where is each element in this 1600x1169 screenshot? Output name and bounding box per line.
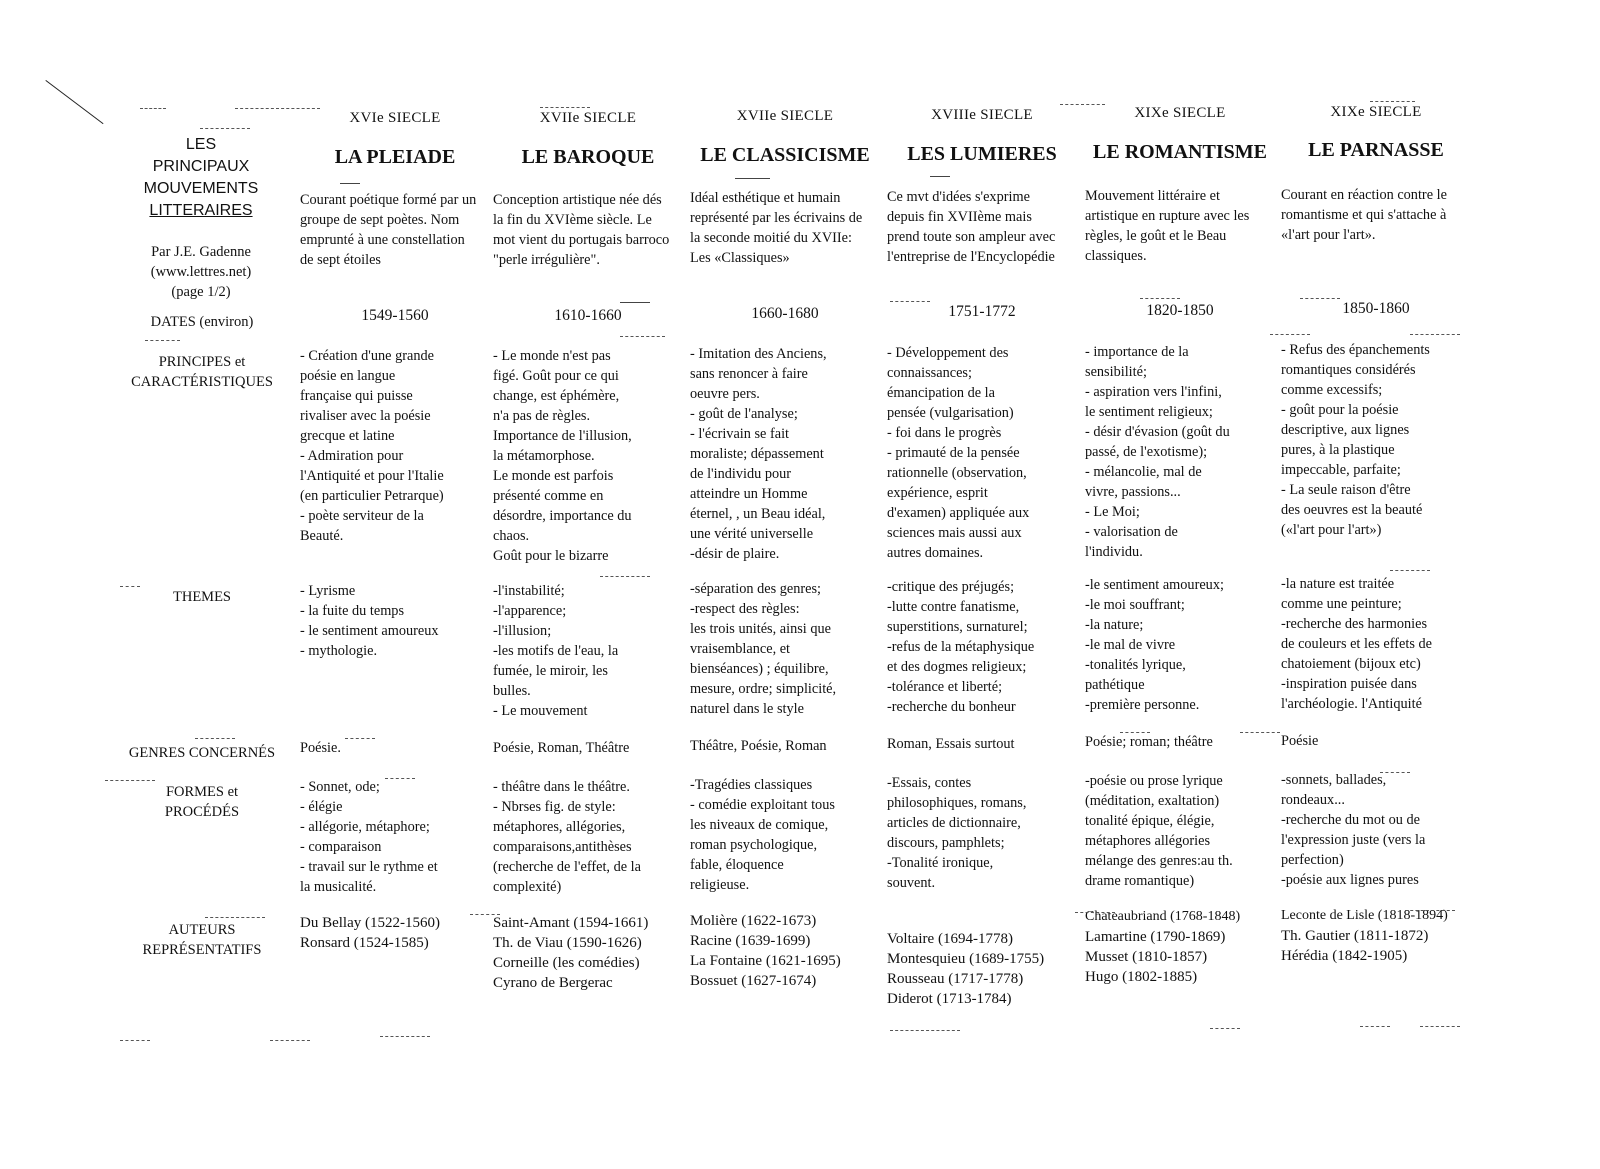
forme-line: - théâtre dans le théâtre. <box>493 779 630 795</box>
principe-line: l'Antiquité et pour l'Italie <box>300 468 444 484</box>
theme-line: -l'apparence; <box>493 603 567 619</box>
forme-line: articles de dictionnaire, <box>887 815 1021 831</box>
principes-cell <box>690 344 827 564</box>
separator-mark <box>235 108 320 109</box>
principe-line: impeccable, parfaite; <box>1281 462 1401 478</box>
formes-cell <box>887 773 1026 893</box>
formes-cell <box>1085 771 1233 891</box>
movement-name: LE CLASSICISME <box>700 144 870 166</box>
theme-line: - la fuite du temps <box>300 603 405 619</box>
principe-line: d'examen) appliquée aux <box>887 505 1030 521</box>
separator-mark <box>1410 334 1460 335</box>
theme-line: -recherche des harmonies <box>1281 616 1428 632</box>
principe-line: Goût pour le bizarre <box>493 548 609 564</box>
principe-line: - Le Moi; <box>1085 504 1140 520</box>
theme-line: de couleurs et les effets de <box>1281 636 1432 652</box>
principe-line: des oeuvres est la beauté <box>1281 502 1423 518</box>
forme-line: mélange des genres:au th. <box>1085 853 1233 869</box>
separator-mark <box>345 738 375 739</box>
movement-description: Conception artistique née dés la fin du XVIème siècle. Le mot vient du portugais barroco "perle irrégulière". <box>493 192 670 268</box>
principe-line: - l'écrivain se fait <box>690 426 790 442</box>
separator-mark <box>1270 334 1310 335</box>
principe-line: descriptive, aux lignes <box>1281 422 1410 438</box>
forme-line: roman psychologique, <box>690 837 818 853</box>
separator-mark <box>1405 910 1455 911</box>
principe-line: l'individu. <box>1085 544 1143 560</box>
pen-stroke <box>45 80 103 124</box>
principe-line: atteindre un Homme <box>690 486 808 502</box>
genres-cell: Poésie. <box>300 740 341 756</box>
forme-line: drame romantique) <box>1085 873 1195 889</box>
genres-cell: Poésie; roman; théâtre <box>1085 734 1213 750</box>
theme-line: -tonalités lyrique, <box>1085 657 1186 673</box>
auteur-line: Th. Gautier (1811-1872) <box>1281 928 1429 944</box>
formes-cell <box>300 777 438 897</box>
movement-dates: 1850-1860 <box>1342 300 1410 317</box>
theme-line: -le sentiment amoureux; <box>1085 577 1224 593</box>
century: XVIIIe SIECLE <box>931 107 1033 123</box>
century: XVIIe SIECLE <box>736 108 834 124</box>
forme-line: (recherche de l'effet, de la <box>493 859 641 875</box>
principe-line: comme excessifs; <box>1281 382 1383 398</box>
auteur-line: Molière (1622-1673) <box>690 913 817 929</box>
separator-mark <box>105 780 155 781</box>
auteur-line: Bossuet (1627-1674) <box>690 973 817 989</box>
row-label-genres: GENRES CONCERNÉS <box>128 745 276 761</box>
principe-line: éternel, , un Beau idéal, <box>690 506 826 522</box>
principes-cell <box>493 346 632 566</box>
separator-mark <box>205 917 265 918</box>
row-label-formes <box>104 782 300 822</box>
separator-mark <box>540 107 590 108</box>
auteur-line: Th. de Viau (1590-1626) <box>493 935 642 951</box>
theme-line: -les motifs de l'eau, la <box>493 643 619 659</box>
auteur-line: Montesquieu (1689-1755) <box>887 951 1045 967</box>
row-label-themes: THEMES <box>173 589 231 605</box>
principe-line: vivre, passions... <box>1085 484 1181 500</box>
theme-line: -critique des préjugés; <box>887 579 1015 595</box>
genres-cell: Poésie, Roman, Théâtre <box>493 740 630 756</box>
separator-mark <box>200 128 250 129</box>
auteur-line: Cyrano de Bergerac <box>493 975 613 991</box>
principe-line: change, est éphémère, <box>493 388 620 404</box>
theme-line: -première personne. <box>1085 697 1200 713</box>
row-label-line: FORMES et <box>165 784 239 800</box>
forme-line: - allégorie, métaphore; <box>300 819 430 835</box>
principe-line: rivaliser avec la poésie <box>300 408 431 424</box>
movement-description: Courant en réaction contre le romantisme et qui s'attache à «l'art pour l'art». <box>1281 187 1447 243</box>
principe-line: - goût pour la poésie <box>1281 402 1399 418</box>
forme-line: fable, éloquence <box>690 857 784 873</box>
principe-line: désordre, importance du <box>493 508 632 524</box>
theme-line: - Lyrisme <box>300 583 356 599</box>
credit-page: (page 1/2) <box>171 284 231 300</box>
forme-line: métaphores, allégories, <box>493 819 626 835</box>
theme-line: -séparation des genres; <box>690 581 822 597</box>
movement-name: LA PLEIADE <box>334 146 456 168</box>
principe-line: Beauté. <box>300 528 344 544</box>
movement-dates: 1820-1850 <box>1146 302 1214 319</box>
movement-name: LE BAROQUE <box>521 146 655 168</box>
principe-line: chaos. <box>493 528 530 544</box>
principe-line: sans renoncer à faire <box>690 366 808 382</box>
principe-line: la métamorphose. <box>493 448 595 464</box>
forme-line: -Tragédies classiques <box>690 777 813 793</box>
themes-cell <box>887 577 1034 717</box>
themes-cell <box>1281 574 1432 714</box>
forme-line: -sonnets, ballades, <box>1281 772 1387 788</box>
principes-cell <box>300 346 444 546</box>
auteur-line: La Fontaine (1621-1695) <box>690 953 841 969</box>
genres-cell: Roman, Essais surtout <box>887 736 1015 752</box>
row-label-principes <box>104 352 300 392</box>
principe-line: - Imitation des Anciens, <box>690 346 827 362</box>
theme-line: l'archéologie. l'Antiquité <box>1281 696 1422 712</box>
row-label-line: CARACTÉRISTIQUES <box>131 374 273 390</box>
themes-cell <box>1085 575 1224 715</box>
credit-author: Par J.E. Gadenne <box>151 244 251 260</box>
separator-mark <box>600 576 650 577</box>
principe-line: de l'individu pour <box>690 466 792 482</box>
theme-line: les trois unités, ainsi que <box>690 621 831 637</box>
theme-line: - le sentiment amoureux <box>300 623 439 639</box>
theme-line: -l'instabilité; <box>493 583 565 599</box>
forme-line: religieuse. <box>690 877 750 893</box>
theme-line: bienséances) ; équilibre, <box>690 661 829 677</box>
principe-line: - Refus des épanchements <box>1281 342 1430 358</box>
separator-mark <box>1210 1028 1240 1029</box>
movement-description: Ce mvt d'idées s'exprime depuis fin XVIIème mais prend toute son ampleur avec l'entreprise de l'Encyclopédie <box>887 189 1056 265</box>
separator-mark <box>1420 1026 1460 1027</box>
auteur-line: Musset (1810-1857) <box>1085 949 1208 965</box>
auteur-line: Hérédia (1842-1905) <box>1281 948 1408 964</box>
separator-mark <box>890 301 930 302</box>
credit-block <box>118 242 284 302</box>
auteur-line: Chateaubriand (1768-1848) <box>1085 909 1241 924</box>
principe-line: moraliste; dépassement <box>690 446 824 462</box>
movement-dates: 1660-1680 <box>751 305 819 322</box>
theme-line: pathétique <box>1085 677 1145 693</box>
principe-line: - Développement des <box>887 345 1009 361</box>
theme-line: -lutte contre fanatisme, <box>887 599 1020 615</box>
principe-line: n'a pas de règles. <box>493 408 591 424</box>
auteur-line: Rousseau (1717-1778) <box>887 971 1024 987</box>
formes-cell <box>1281 770 1425 890</box>
principe-line: - primauté de la pensée <box>887 445 1020 461</box>
auteurs-cell <box>1085 907 1240 987</box>
theme-line: -inspiration puisée dans <box>1281 676 1417 692</box>
movement-name: LE PARNASSE <box>1308 139 1444 161</box>
principe-line: - désir d'évasion (goût du <box>1085 424 1230 440</box>
row-label-dates: DATES (environ) <box>150 314 254 330</box>
principe-line: pensée (vulgarisation) <box>887 405 1014 421</box>
movement-dates: 1751-1772 <box>948 303 1016 320</box>
principe-line: romantiques considérés <box>1281 362 1416 378</box>
principe-line: grecque et latine <box>300 428 395 444</box>
separator-mark <box>120 586 140 587</box>
title-line: MOUVEMENTS <box>143 180 259 197</box>
forme-line: -Tonalité ironique, <box>887 855 994 871</box>
century: XVIe SIECLE <box>349 110 441 126</box>
forme-line: -poésie ou prose lyrique <box>1085 773 1223 789</box>
theme-line: mesure, ordre; simplicité, <box>690 681 837 697</box>
auteur-line: Voltaire (1694-1778) <box>887 931 1013 947</box>
separator-mark <box>1075 912 1115 913</box>
row-label-line: AUTEURS <box>168 922 236 938</box>
forme-line: - comparaison <box>300 839 382 855</box>
theme-line: -respect des règles: <box>690 601 800 617</box>
theme-line: - mythologie. <box>300 643 378 659</box>
auteur-line: Lamartine (1790-1869) <box>1085 929 1226 945</box>
separator-mark <box>1140 298 1180 299</box>
forme-line: perfection) <box>1281 852 1344 868</box>
principes-cell <box>1085 342 1230 562</box>
separator-mark <box>1390 570 1430 571</box>
document-title <box>118 134 284 222</box>
auteurs-cell <box>493 913 648 993</box>
separator-mark <box>1300 298 1340 299</box>
separator-mark <box>145 340 180 341</box>
separator-mark <box>1240 732 1280 733</box>
auteur-line: Saint-Amant (1594-1661) <box>493 915 649 931</box>
century: XIXe SIECLE <box>1134 105 1226 121</box>
principe-line: autres domaines. <box>887 545 984 561</box>
forme-line: comparaisons,antithèses <box>493 839 632 855</box>
movement-dates: 1610-1660 <box>554 307 622 324</box>
formes-cell <box>493 777 641 897</box>
separator-mark <box>930 176 950 177</box>
principe-line: figé. Goût pour ce qui <box>493 368 619 384</box>
principe-line: oeuvre pers. <box>690 386 760 402</box>
movement-dates: 1549-1560 <box>361 307 429 324</box>
auteurs-cell <box>300 913 440 953</box>
principe-line: française qui puisse <box>300 388 413 404</box>
formes-cell <box>690 775 835 895</box>
principe-line: («l'art pour l'art») <box>1281 522 1382 538</box>
separator-mark <box>1380 772 1410 773</box>
principe-line: - poète serviteur de la <box>300 508 424 524</box>
title-line: LES <box>185 136 217 153</box>
separator-mark <box>1060 104 1105 105</box>
theme-line: vraisemblance, et <box>690 641 791 657</box>
principe-line: expérience, esprit <box>887 485 988 501</box>
forme-line: discours, pamphlets; <box>887 835 1005 851</box>
forme-line: - Nbrses fig. de style: <box>493 799 616 815</box>
row-label-line: PROCÉDÉS <box>164 804 240 820</box>
principe-line: - Admiration pour <box>300 448 404 464</box>
theme-line: et des dogmes religieux; <box>887 659 1027 675</box>
theme-line: naturel dans le style <box>690 701 804 717</box>
movement-description: Courant poétique formé par un groupe de sept poètes. Nom emprunté à une constellation de sept étoiles <box>300 192 477 268</box>
forme-line: - comédie exploitant tous <box>690 797 835 813</box>
auteur-line: Hugo (1802-1885) <box>1085 969 1198 985</box>
separator-mark <box>1370 101 1415 102</box>
principe-line: une vérité universelle <box>690 526 814 542</box>
theme-line: -la nature est traitée <box>1281 576 1395 592</box>
separator-mark <box>620 302 650 303</box>
principe-line: - aspiration vers l'infini, <box>1085 384 1222 400</box>
principe-line: - valorisation de <box>1085 524 1178 540</box>
separator-mark <box>195 738 235 739</box>
forme-line: complexité) <box>493 879 562 895</box>
separator-mark <box>140 108 166 109</box>
separator-mark <box>1120 732 1150 733</box>
theme-line: chatoiement (bijoux etc) <box>1281 656 1421 672</box>
movement-name: LE ROMANTISME <box>1093 141 1267 163</box>
movement-description: Idéal esthétique et humain représenté par les écrivains de la seconde moitié du XVIIe: Les «Classiques» <box>690 190 863 266</box>
genres-cell: Poésie <box>1281 733 1319 749</box>
auteur-line: Ronsard (1524-1585) <box>300 935 429 951</box>
theme-line: -recherche du bonheur <box>887 699 1016 715</box>
principe-line: Le monde est parfois <box>493 468 614 484</box>
themes-cell <box>690 579 836 719</box>
title-line: PRINCIPAUX <box>152 158 250 175</box>
principe-line: sciences mais aussi aux <box>887 525 1022 541</box>
auteurs-cell <box>690 911 841 991</box>
forme-line: rondeaux... <box>1281 792 1345 808</box>
separator-mark <box>470 914 500 915</box>
separator-mark <box>380 1036 430 1037</box>
theme-line: -l'illusion; <box>493 623 552 639</box>
separator-mark <box>120 1040 150 1041</box>
separator-mark <box>340 183 360 184</box>
separator-mark <box>270 1040 310 1041</box>
forme-line: -Essais, contes <box>887 775 972 791</box>
row-label-auteurs <box>104 920 300 960</box>
credit-site: (www.lettres.net) <box>150 264 252 280</box>
separator-mark <box>735 178 770 179</box>
forme-line: souvent. <box>887 875 936 891</box>
principe-line: connaissances; <box>887 365 972 381</box>
principe-line: sensibilité; <box>1085 364 1147 380</box>
principe-line: pures, à la plastique <box>1281 442 1395 458</box>
principe-line: - importance de la <box>1085 344 1189 360</box>
movement-name: LES LUMIERES <box>907 143 1057 165</box>
principe-line: poésie en langue <box>300 368 396 384</box>
auteur-line: Du Bellay (1522-1560) <box>300 915 440 931</box>
principe-line: - Le monde n'est pas <box>493 348 611 364</box>
auteurs-cell <box>1281 906 1448 966</box>
theme-line: fumée, le miroir, les <box>493 663 608 679</box>
auteur-line: Racine (1639-1699) <box>690 933 811 949</box>
principe-line: émancipation de la <box>887 385 995 401</box>
forme-line: - travail sur le rythme et <box>300 859 438 875</box>
forme-line: la musicalité. <box>300 879 377 895</box>
separator-mark <box>385 778 415 779</box>
row-label-line: PRINCIPES et <box>158 354 246 370</box>
forme-line: l'expression juste (vers la <box>1281 832 1426 848</box>
separator-mark <box>1360 1026 1390 1027</box>
principe-line: passé, de l'exotisme); <box>1085 444 1208 460</box>
forme-line: les niveaux de comique, <box>690 817 829 833</box>
theme-line: superstitions, surnaturel; <box>887 619 1028 635</box>
theme-line: bulles. <box>493 683 531 699</box>
genres-cell: Théâtre, Poésie, Roman <box>690 738 827 754</box>
principes-cell <box>1281 340 1430 540</box>
movement-description: Mouvement littéraire et artistique en rupture avec les règles, le goût et le Beau classiques. <box>1085 188 1250 264</box>
separator-mark <box>890 1030 960 1031</box>
principe-line: - foi dans le progrès <box>887 425 1002 441</box>
forme-line: - élégie <box>300 799 343 815</box>
forme-line: philosophiques, romans, <box>887 795 1027 811</box>
forme-line: - Sonnet, ode; <box>300 779 380 795</box>
auteur-line: Diderot (1713-1784) <box>887 991 1012 1007</box>
theme-line: -la nature; <box>1085 617 1144 633</box>
auteur-line: Leconte de Lisle (1818-1894) <box>1281 908 1448 923</box>
theme-line: -tolérance et liberté; <box>887 679 1003 695</box>
forme-line: métaphores allégories <box>1085 833 1211 849</box>
century: XVIIe SIECLE <box>539 110 637 126</box>
principe-line: - La seule raison d'être <box>1281 482 1411 498</box>
forme-line: -poésie aux lignes pures <box>1281 872 1419 888</box>
principe-line: le sentiment religieux; <box>1085 404 1213 420</box>
principes-cell <box>887 343 1029 563</box>
theme-line: -refus de la métaphysique <box>887 639 1035 655</box>
principe-line: - Création d'une grande <box>300 348 434 364</box>
theme-line: - Le mouvement <box>493 703 588 719</box>
principe-line: -désir de plaire. <box>690 546 780 562</box>
themes-cell <box>300 581 439 661</box>
auteurs-cell <box>887 929 1044 1009</box>
themes-cell <box>493 581 618 721</box>
theme-line: -le mal de vivre <box>1085 637 1176 653</box>
principe-line: (en particulier Petrarque) <box>300 488 444 504</box>
forme-line: tonalité épique, élégie, <box>1085 813 1215 829</box>
principe-line: - goût de l'analyse; <box>690 406 798 422</box>
row-label-line: REPRÉSENTATIFS <box>142 942 262 958</box>
title-line: LITTERAIRES <box>149 202 253 219</box>
forme-line: -recherche du mot ou de <box>1281 812 1420 828</box>
principe-line: présenté comme en <box>493 488 604 504</box>
separator-mark <box>620 336 665 337</box>
theme-line: -le moi souffrant; <box>1085 597 1185 613</box>
principe-line: - mélancolie, mal de <box>1085 464 1202 480</box>
forme-line: (méditation, exaltation) <box>1085 793 1220 809</box>
principe-line: rationnelle (observation, <box>887 465 1027 481</box>
principe-line: Importance de l'illusion, <box>493 428 632 444</box>
theme-line: comme une peinture; <box>1281 596 1402 612</box>
auteur-line: Corneille (les comédies) <box>493 955 640 971</box>
century: XIXe SIECLE <box>1330 104 1422 120</box>
